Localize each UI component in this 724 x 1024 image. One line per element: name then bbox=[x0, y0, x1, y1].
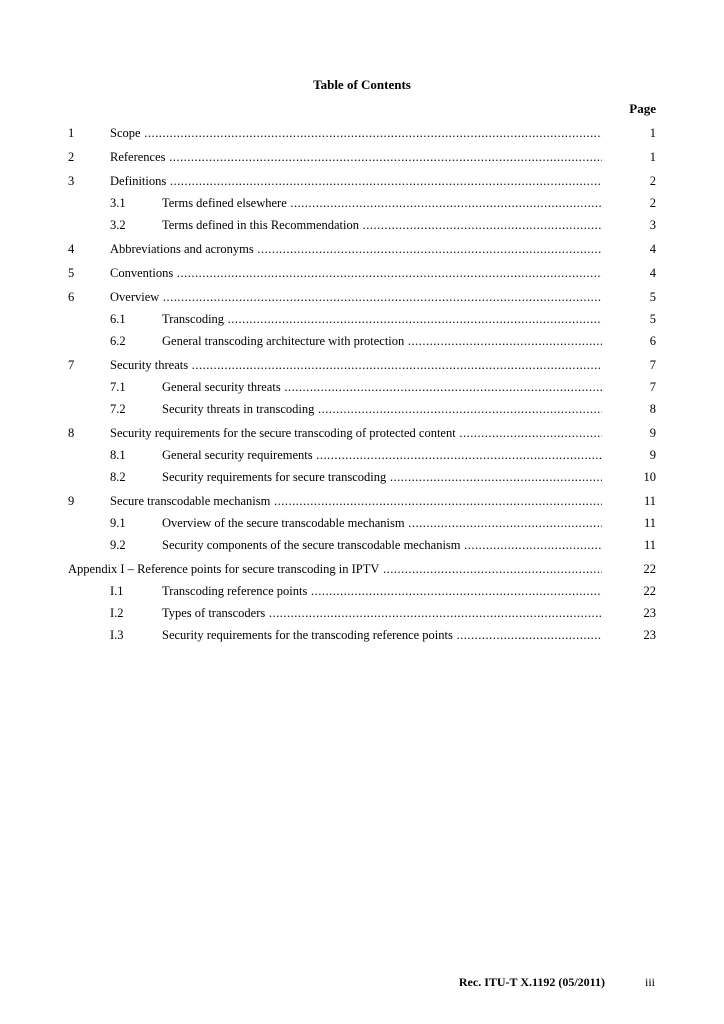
toc-entry-7[interactable] bbox=[68, 356, 656, 378]
toc-entry-label: General transcoding architecture with protection ..... bbox=[162, 332, 602, 350]
toc-entry-label: Terms defined elsewhere ..... bbox=[162, 194, 602, 212]
toc-entry-page: 22 bbox=[643, 562, 656, 576]
toc-entry-label: References ..... bbox=[110, 148, 602, 166]
toc-entry-page: 4 bbox=[649, 242, 656, 256]
toc-entry-8-2[interactable] bbox=[68, 468, 656, 490]
toc-entry-label: Appendix I – Reference points for secure transcoding in IPTV ..... bbox=[68, 560, 602, 578]
toc-entry-2[interactable] bbox=[68, 148, 656, 170]
toc-entry-number: 6 bbox=[68, 290, 75, 304]
toc-entry-page: 11 bbox=[643, 538, 656, 552]
toc-entry-page: 2 bbox=[649, 196, 656, 210]
toc-entry-6-2[interactable] bbox=[68, 332, 656, 354]
toc-entry-number: 9.2 bbox=[110, 538, 126, 552]
toc-entry-label: Overview of the secure transcodable mechanism ..... bbox=[162, 514, 602, 532]
toc-entry-number: 3.2 bbox=[110, 218, 126, 232]
table-of-contents bbox=[68, 124, 656, 648]
toc-entry-page: 9 bbox=[649, 426, 656, 440]
toc-entry-9-1[interactable] bbox=[68, 514, 656, 536]
toc-entry-i-3[interactable] bbox=[68, 626, 656, 648]
toc-entry-page: 3 bbox=[649, 218, 656, 232]
toc-entry-number: I.2 bbox=[110, 606, 124, 620]
toc-entry-page: 10 bbox=[643, 470, 656, 484]
toc-entry-label: Overview ..... bbox=[110, 288, 602, 306]
toc-entry-3[interactable] bbox=[68, 172, 656, 194]
toc-entry-4[interactable] bbox=[68, 240, 656, 262]
toc-entry-page: 23 bbox=[643, 606, 656, 620]
toc-entry-page: 7 bbox=[649, 380, 656, 394]
toc-entry-number: 1 bbox=[68, 126, 75, 140]
toc-entry-i-2[interactable] bbox=[68, 604, 656, 626]
toc-entry-label: Definitions ..... bbox=[110, 172, 602, 190]
toc-entry-label: Scope ..... bbox=[110, 124, 602, 142]
toc-entry-page: 6 bbox=[649, 334, 656, 348]
toc-entry-number: 8.1 bbox=[110, 448, 126, 462]
toc-entry-9[interactable] bbox=[68, 492, 656, 514]
toc-entry-number: 9 bbox=[68, 494, 75, 508]
toc-entry-label: Security requirements for the transcoding reference points ..... bbox=[162, 626, 602, 644]
toc-entry-i-1[interactable] bbox=[68, 582, 656, 604]
toc-entry-label: Types of transcoders ..... bbox=[162, 604, 602, 622]
toc-entry-number: 4 bbox=[68, 242, 75, 256]
toc-entry-1[interactable] bbox=[68, 124, 656, 146]
toc-entry-number: 7.1 bbox=[110, 380, 126, 394]
toc-entry-9-2[interactable] bbox=[68, 536, 656, 558]
toc-entry-6-1[interactable] bbox=[68, 310, 656, 332]
toc-entry-page: 5 bbox=[649, 312, 656, 326]
toc-entry-number: I.3 bbox=[110, 628, 124, 642]
toc-entry-number: 3.1 bbox=[110, 196, 126, 210]
toc-entry-page: 11 bbox=[643, 494, 656, 508]
page-column-heading: Page bbox=[629, 101, 656, 116]
toc-entry-page: 5 bbox=[649, 290, 656, 304]
toc-entry-page: 1 bbox=[649, 126, 656, 140]
toc-entry-8-1[interactable] bbox=[68, 446, 656, 468]
toc-entry-number: 8 bbox=[68, 426, 75, 440]
toc-entry-label: Security requirements for the secure transcoding of protected content ..... bbox=[110, 424, 602, 442]
toc-entry-6[interactable] bbox=[68, 288, 656, 310]
toc-entry-number: 6.2 bbox=[110, 334, 126, 348]
toc-entry-7-1[interactable] bbox=[68, 378, 656, 400]
toc-entry-number: I.1 bbox=[110, 584, 124, 598]
toc-entry-label: Secure transcodable mechanism ..... bbox=[110, 492, 602, 510]
toc-entry-page: 4 bbox=[649, 266, 656, 280]
toc-entry-page: 11 bbox=[643, 516, 656, 530]
toc-entry-number: 5 bbox=[68, 266, 75, 280]
toc-entry-label: Transcoding ..... bbox=[162, 310, 602, 328]
toc-entry-8[interactable] bbox=[68, 424, 656, 446]
toc-entry-label: General security requirements ..... bbox=[162, 446, 602, 464]
toc-entry-number: 8.2 bbox=[110, 470, 126, 484]
toc-entry-page: 22 bbox=[643, 584, 656, 598]
toc-entry-page: 23 bbox=[643, 628, 656, 642]
toc-entry-page: 2 bbox=[649, 174, 656, 188]
toc-entry-label: Security components of the secure transcodable mechanism ..... bbox=[162, 536, 602, 554]
toc-entry-number: 3 bbox=[68, 174, 75, 188]
toc-entry-label: General security threats ..... bbox=[162, 378, 602, 396]
toc-entry-label: Security threats in transcoding ..... bbox=[162, 400, 602, 418]
toc-entry-label: Security threats ..... bbox=[110, 356, 602, 374]
toc-title: Table of Contents bbox=[313, 77, 411, 92]
toc-entry-page: 7 bbox=[649, 358, 656, 372]
toc-entry-number: 6.1 bbox=[110, 312, 126, 326]
toc-entry-7-2[interactable] bbox=[68, 400, 656, 422]
toc-entry-number: 9.1 bbox=[110, 516, 126, 530]
document-reference: Rec. ITU-T X.1192 (05/2011) bbox=[458, 975, 605, 989]
toc-entry-page: 1 bbox=[649, 150, 656, 164]
toc-entry-label: Transcoding reference points ..... bbox=[162, 582, 602, 600]
page-number: iii bbox=[644, 975, 655, 989]
toc-entry-3-1[interactable] bbox=[68, 194, 656, 216]
toc-entry-label: Security requirements for secure transcoding ..... bbox=[162, 468, 602, 486]
toc-entry-label: Terms defined in this Recommendation ..... bbox=[162, 216, 602, 234]
toc-entry-number: 2 bbox=[68, 150, 75, 164]
toc-entry-5[interactable] bbox=[68, 264, 656, 286]
toc-entry-page: 9 bbox=[649, 448, 656, 462]
toc-entry-number: 7.2 bbox=[110, 402, 126, 416]
toc-entry-3-2[interactable] bbox=[68, 216, 656, 238]
toc-entry-label: Abbreviations and acronyms ..... bbox=[110, 240, 602, 258]
toc-entry-number: 7 bbox=[68, 358, 75, 372]
toc-entry-appendix-1[interactable] bbox=[68, 560, 656, 582]
toc-entry-label: Conventions ..... bbox=[110, 264, 602, 282]
toc-entry-page: 8 bbox=[649, 402, 656, 416]
